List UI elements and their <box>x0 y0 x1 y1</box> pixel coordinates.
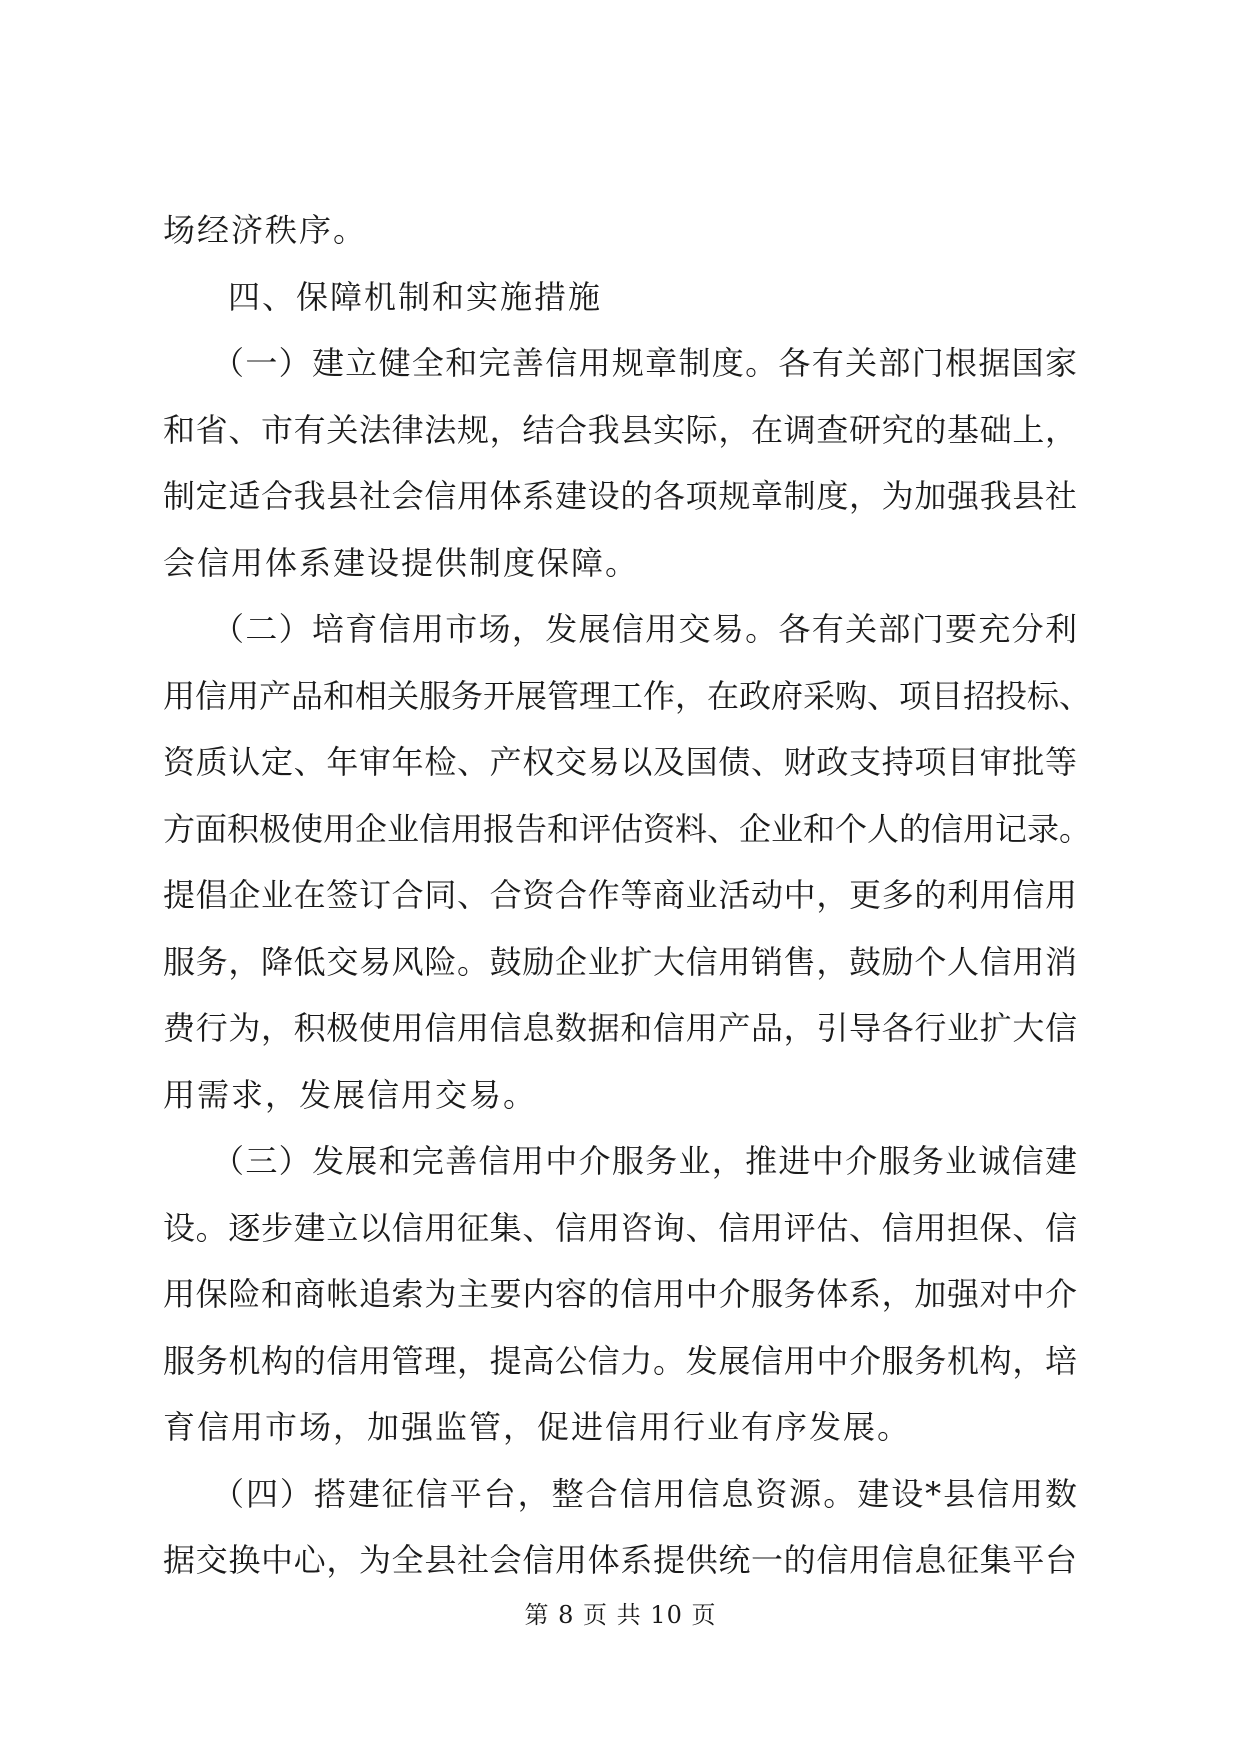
text-line: 服务，降低交易风险。鼓励企业扩大信用销售，鼓励个人信用消 <box>163 943 1077 981</box>
text-line: 会信用体系建设提供制度保障。 <box>163 544 640 582</box>
text-line: 育信用市场，加强监管，促进信用行业有序发展。 <box>163 1408 912 1446</box>
text-line: （二）培育信用市场，发展信用交易。各有关部门要充分利 <box>212 610 1077 648</box>
text-line: 服务机构的信用管理，提高公信力。发展信用中介服务机构，培 <box>163 1342 1077 1380</box>
text-line: 资质认定、年审年检、产权交易以及国债、财政支持项目审批等 <box>163 743 1077 781</box>
section-heading: 四、保障机制和实施措施 <box>228 278 603 316</box>
text-line: 用保险和商帐追索为主要内容的信用中介服务体系，加强对中介 <box>163 1275 1077 1313</box>
text-line: 费行为，积极使用信用信息数据和信用产品，引导各行业扩大信 <box>163 1009 1077 1047</box>
page-footer: 第 8 页 共 10 页 <box>524 1601 717 1629</box>
text-line: 据交换中心，为全县社会信用体系提供统一的信用信息征集平台 <box>163 1541 1077 1579</box>
text-line: 设。逐步建立以信用征集、信用咨询、信用评估、信用担保、信 <box>163 1209 1077 1247</box>
text-line: 用需求，发展信用交易。 <box>163 1076 538 1114</box>
text-line: 用信用产品和相关服务开展管理工作，在政府采购、项目招投标、 <box>163 677 1092 715</box>
text-line: （一）建立健全和完善信用规章制度。各有关部门根据国家 <box>212 344 1077 382</box>
text-line: 提倡企业在签订合同、合资合作等商业活动中，更多的利用信用 <box>163 876 1077 914</box>
text-line: （四）搭建征信平台，整合信用信息资源。建设*县信用数 <box>212 1475 1077 1513</box>
text-line: 场经济秩序。 <box>163 211 368 249</box>
text-line: （三）发展和完善信用中介服务业，推进中介服务业诚信建 <box>212 1142 1077 1180</box>
text-line: 方面积极使用企业信用报告和评估资料、企业和个人的信用记录。 <box>163 810 1092 848</box>
text-line: 和省、市有关法律法规，结合我县实际，在调查研究的基础上， <box>163 411 1077 449</box>
text-line: 制定适合我县社会信用体系建设的各项规章制度，为加强我县社 <box>163 477 1077 515</box>
